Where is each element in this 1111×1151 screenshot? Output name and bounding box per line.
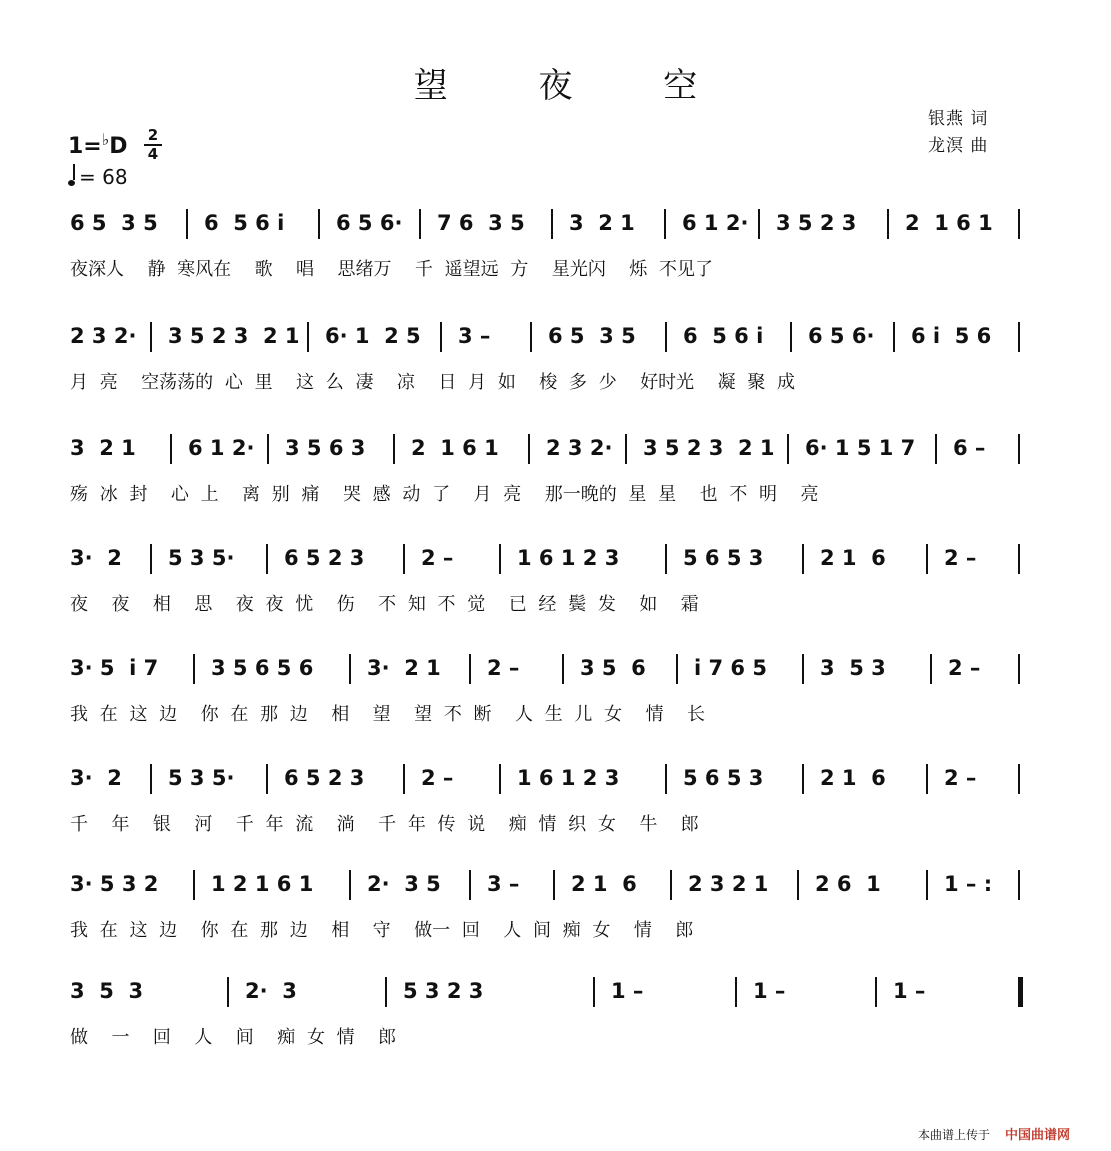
measure: 2 – bbox=[944, 766, 977, 790]
measure: 1 – bbox=[611, 979, 644, 1003]
barline bbox=[926, 870, 928, 900]
measure: 2 1 6 bbox=[571, 872, 637, 896]
lyrics-line: 月 亮 空荡荡的 心 里 这 么 凄 凉 日 月 如 梭 多 少 好时光 凝 聚 成 bbox=[70, 372, 796, 393]
barline bbox=[875, 977, 877, 1007]
barline bbox=[758, 209, 760, 239]
barline bbox=[193, 870, 195, 900]
barline bbox=[403, 544, 405, 574]
key-prefix: 1= bbox=[68, 134, 102, 159]
barline bbox=[735, 977, 737, 1007]
lyrics-line: 我 在 这 边 你 在 那 边 相 守 做一 回 人 间 痴 女 情 郎 bbox=[70, 920, 694, 941]
measure: 5 3 5· bbox=[168, 546, 235, 570]
barline bbox=[307, 322, 309, 352]
measure: 3 5 2 3 2 1 bbox=[643, 436, 775, 460]
measure: 5 3 2 3 bbox=[403, 979, 484, 1003]
measure: 3 5 6 3 bbox=[285, 436, 366, 460]
measure: 2 – bbox=[944, 546, 977, 570]
barline bbox=[530, 322, 532, 352]
barline bbox=[665, 544, 667, 574]
measure: 6 – bbox=[953, 436, 986, 460]
time-signature bbox=[144, 128, 162, 162]
barline bbox=[802, 654, 804, 684]
barline bbox=[186, 209, 188, 239]
measure: 2· 3 bbox=[245, 979, 297, 1003]
measure: 1 – bbox=[893, 979, 926, 1003]
barline bbox=[349, 654, 351, 684]
measure: 3· 2 bbox=[70, 766, 122, 790]
measure: 6 5 2 3 bbox=[284, 546, 365, 570]
barline bbox=[926, 544, 928, 574]
measure: 3 2 1 bbox=[70, 436, 136, 460]
barline bbox=[665, 764, 667, 794]
measure: 3 5 2 3 bbox=[776, 211, 857, 235]
measure: 2 – bbox=[421, 546, 454, 570]
measure: 3 – bbox=[458, 324, 491, 348]
barline bbox=[385, 977, 387, 1007]
footer-text: 本曲谱上传于 bbox=[918, 1128, 991, 1142]
barline bbox=[499, 544, 501, 574]
barline bbox=[1018, 544, 1020, 574]
barline bbox=[670, 870, 672, 900]
lyrics-line: 做 一 回 人 间 痴 女 情 郎 bbox=[70, 1027, 397, 1048]
song-title: 望 夜 空 bbox=[413, 66, 738, 106]
barline bbox=[150, 322, 152, 352]
measure: 5 3 5· bbox=[168, 766, 235, 790]
measure: 3 5 3 bbox=[70, 979, 144, 1003]
barline bbox=[227, 977, 229, 1007]
measure: 6 5 6· bbox=[336, 211, 403, 235]
measure: 1 – : bbox=[944, 872, 993, 896]
barline bbox=[150, 764, 152, 794]
barline bbox=[593, 977, 595, 1007]
measure: 3 5 2 3 2 1 bbox=[168, 324, 300, 348]
lyrics-line: 殇 冰 封 心 上 离 别 痛 哭 感 动 了 月 亮 那一晚的 星 星 也 不 明 亮 bbox=[70, 484, 819, 505]
barline bbox=[469, 870, 471, 900]
barline bbox=[551, 209, 553, 239]
barline bbox=[349, 870, 351, 900]
lyrics-line: 夜深人 静 寒风在 歌 唱 思绪万 千 遥望远 方 星光闪 烁 不见了 bbox=[70, 259, 713, 280]
measure: 2 – bbox=[487, 656, 520, 680]
measure: 6 5 6 i bbox=[204, 211, 285, 235]
barline bbox=[802, 764, 804, 794]
measure: 2 – bbox=[948, 656, 981, 680]
notes-line bbox=[0, 205, 1111, 245]
barline bbox=[469, 654, 471, 684]
barline bbox=[1018, 434, 1020, 464]
notes-line bbox=[0, 430, 1111, 470]
barline bbox=[267, 434, 269, 464]
barline bbox=[887, 209, 889, 239]
barline bbox=[935, 434, 937, 464]
barline bbox=[893, 322, 895, 352]
barline bbox=[393, 434, 395, 464]
measure: 2 1 6 1 bbox=[411, 436, 499, 460]
measure: 2 6 1 bbox=[815, 872, 881, 896]
tempo-value: = 68 bbox=[79, 165, 128, 189]
notes-line bbox=[0, 760, 1111, 800]
measure: 1 2 1 6 1 bbox=[211, 872, 314, 896]
flat-icon: ♭ bbox=[101, 130, 110, 149]
barline bbox=[499, 764, 501, 794]
barline bbox=[1018, 209, 1020, 239]
notes-line bbox=[0, 318, 1111, 358]
measure: 2 1 6 bbox=[820, 766, 886, 790]
barline bbox=[625, 434, 627, 464]
measure: 6 1 2· bbox=[682, 211, 749, 235]
notes-line bbox=[0, 540, 1111, 580]
measure: i 7 6 5 bbox=[694, 656, 767, 680]
measure: 7 6 3 5 bbox=[437, 211, 525, 235]
quarter-note-icon bbox=[68, 180, 75, 186]
barline bbox=[802, 544, 804, 574]
footer-site-logo: 中国曲谱网 bbox=[1005, 1128, 1071, 1143]
measure: 2 – bbox=[421, 766, 454, 790]
barline bbox=[1018, 764, 1020, 794]
barline bbox=[266, 764, 268, 794]
measure: 2 1 6 bbox=[820, 546, 886, 570]
measure: 6 5 3 5 bbox=[70, 211, 158, 235]
measure: 6 1 2· bbox=[188, 436, 255, 460]
time-top: 2 bbox=[147, 126, 159, 144]
barline bbox=[797, 870, 799, 900]
measure: 6 5 3 5 bbox=[548, 324, 636, 348]
tempo-marking bbox=[68, 165, 128, 189]
measure: 2 1 6 1 bbox=[905, 211, 993, 235]
measure: 3· 5 i 7 bbox=[70, 656, 159, 680]
measure: 6 5 6 i bbox=[683, 324, 764, 348]
measure: 6 5 2 3 bbox=[284, 766, 365, 790]
barline bbox=[926, 764, 928, 794]
lyrics-line: 夜 夜 相 思 夜 夜 忧 伤 不 知 不 觉 已 经 鬓 发 如 霜 bbox=[70, 594, 699, 615]
barline bbox=[170, 434, 172, 464]
lyrics-line: 千 年 银 河 千 年 流 淌 千 年 传 说 痴 情 织 女 牛 郎 bbox=[70, 814, 699, 835]
barline bbox=[318, 209, 320, 239]
barline bbox=[193, 654, 195, 684]
measure: 5 6 5 3 bbox=[683, 546, 764, 570]
barline bbox=[562, 654, 564, 684]
final-barline bbox=[1018, 977, 1023, 1007]
barline bbox=[150, 544, 152, 574]
barline bbox=[1018, 654, 1020, 684]
measure: 1 – bbox=[753, 979, 786, 1003]
barline bbox=[665, 322, 667, 352]
measure: 6· 1 5 1 7 bbox=[805, 436, 916, 460]
notes-line bbox=[0, 650, 1111, 690]
measure: 3 5 6 bbox=[580, 656, 646, 680]
measure: 6 5 6· bbox=[808, 324, 875, 348]
barline bbox=[1018, 322, 1020, 352]
key-tonic: D bbox=[109, 134, 128, 159]
measure: 3 – bbox=[487, 872, 520, 896]
quarter-note-stem bbox=[73, 164, 75, 180]
measure: 1 6 1 2 3 bbox=[517, 766, 620, 790]
barline bbox=[676, 654, 678, 684]
barline bbox=[664, 209, 666, 239]
barline bbox=[790, 322, 792, 352]
time-bottom: 4 bbox=[147, 145, 159, 163]
measure: 1 6 1 2 3 bbox=[517, 546, 620, 570]
barline bbox=[1018, 870, 1020, 900]
measure: 3· 5 3 2 bbox=[70, 872, 159, 896]
measure: 2· 3 5 bbox=[367, 872, 441, 896]
notes-line bbox=[0, 973, 1111, 1013]
barline bbox=[930, 654, 932, 684]
measure: 2 3 2 1 bbox=[688, 872, 769, 896]
measure: 3· 2 bbox=[70, 546, 122, 570]
measure: 6 i 5 6 bbox=[911, 324, 992, 348]
measure: 6· 1 2 5 bbox=[325, 324, 421, 348]
barline bbox=[528, 434, 530, 464]
barline bbox=[419, 209, 421, 239]
barline bbox=[266, 544, 268, 574]
barline bbox=[553, 870, 555, 900]
measure: 5 6 5 3 bbox=[683, 766, 764, 790]
measure: 3 5 6 5 6 bbox=[211, 656, 314, 680]
key-signature bbox=[68, 130, 128, 159]
measure: 2 3 2· bbox=[70, 324, 137, 348]
notes-line bbox=[0, 866, 1111, 906]
barline bbox=[440, 322, 442, 352]
lyrics-line: 我 在 这 边 你 在 那 边 相 望 望 不 断 人 生 儿 女 情 长 bbox=[70, 704, 706, 725]
composer-credit: 龙溟 曲 bbox=[928, 136, 989, 156]
measure: 3 2 1 bbox=[569, 211, 635, 235]
barline bbox=[787, 434, 789, 464]
lyricist-credit: 银燕 词 bbox=[928, 109, 989, 129]
measure: 2 3 2· bbox=[546, 436, 613, 460]
measure: 3 5 3 bbox=[820, 656, 886, 680]
barline bbox=[403, 764, 405, 794]
measure: 3· 2 1 bbox=[367, 656, 441, 680]
